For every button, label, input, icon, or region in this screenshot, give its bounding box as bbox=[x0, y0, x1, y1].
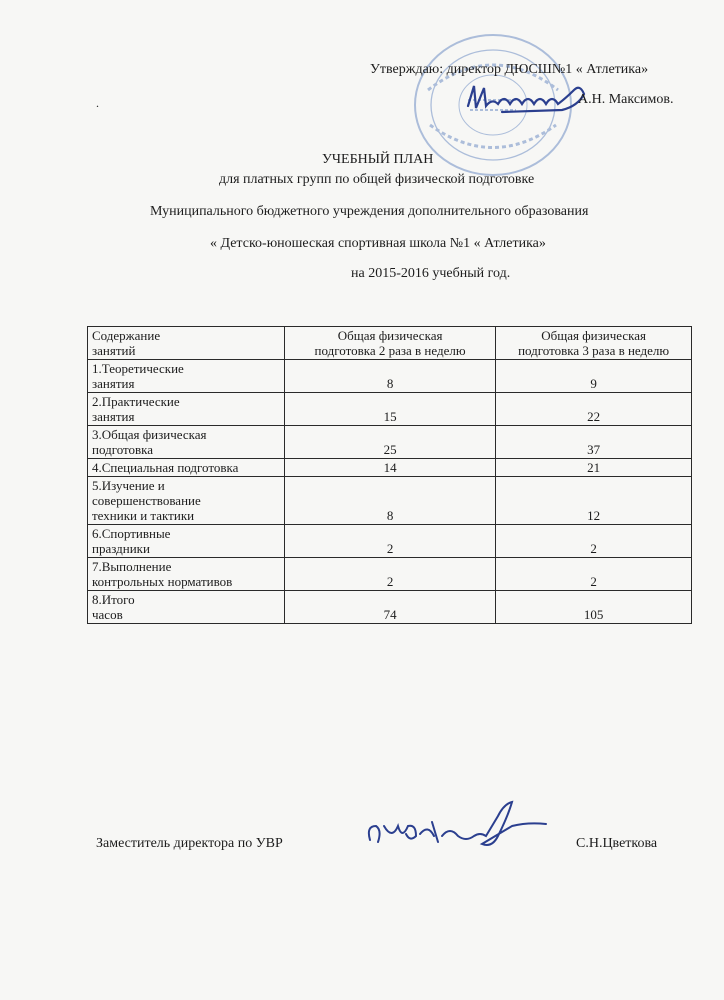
header-cell-3x bbox=[496, 327, 692, 360]
row-value-3x: 21 bbox=[496, 459, 692, 477]
row-value-2x: 74 bbox=[284, 591, 495, 624]
deputy-signature bbox=[362, 796, 552, 852]
table-row bbox=[88, 360, 692, 393]
row-value-2x: 14 bbox=[284, 459, 495, 477]
row-label-text: 5.Изучение и совершенствование техники и тактики bbox=[92, 478, 201, 523]
stray-dot: . bbox=[96, 96, 99, 110]
row-value-2x: 8 bbox=[284, 360, 495, 393]
deputy-name: С.Н.Цветкова bbox=[576, 836, 658, 851]
row-label-text: 6.Спортивные праздники bbox=[92, 526, 171, 556]
row-label bbox=[88, 426, 285, 459]
row-label bbox=[88, 393, 285, 426]
table-row bbox=[88, 591, 692, 624]
row-value-2x: 2 bbox=[284, 558, 495, 591]
row-label-text: 1.Теоретические занятия bbox=[92, 361, 184, 391]
row-value-3x: 9 bbox=[496, 360, 692, 393]
table-row bbox=[88, 525, 692, 558]
row-label-text: 7.Выполнение контрольных нормативов bbox=[92, 559, 233, 589]
table-header-row bbox=[88, 327, 692, 360]
row-label bbox=[88, 459, 285, 477]
plan-subtitle: для платных групп по общей физической подготовке bbox=[219, 172, 535, 187]
academic-year: на 2015-2016 учебный год. bbox=[351, 266, 511, 281]
header-text: Содержание занятий bbox=[92, 328, 161, 358]
header-cell-2x bbox=[284, 327, 495, 360]
row-label bbox=[88, 360, 285, 393]
table-row bbox=[88, 426, 692, 459]
row-value-3x: 2 bbox=[496, 525, 692, 558]
row-value-2x: 15 bbox=[284, 393, 495, 426]
row-label-text: 3.Общая физическая подготовка bbox=[92, 427, 207, 457]
table-row bbox=[88, 393, 692, 426]
row-label bbox=[88, 477, 285, 525]
row-label bbox=[88, 525, 285, 558]
header-text: Общая физическая подготовка 2 раза в неделю bbox=[314, 328, 466, 358]
row-value-2x: 2 bbox=[284, 525, 495, 558]
header-text: Общая физическая подготовка 3 раза в неделю bbox=[518, 328, 670, 358]
row-value-3x: 22 bbox=[496, 393, 692, 426]
curriculum-table bbox=[87, 326, 692, 624]
header-cell-content bbox=[88, 327, 285, 360]
row-value-3x: 37 bbox=[496, 426, 692, 459]
row-label-text: 4.Специальная подготовка bbox=[92, 460, 239, 475]
table-row bbox=[88, 477, 692, 525]
row-value-3x: 12 bbox=[496, 477, 692, 525]
row-label-text: 8.Итого часов bbox=[92, 592, 135, 622]
deputy-title: Заместитель директора по УВР bbox=[96, 836, 283, 851]
row-value-2x: 25 bbox=[284, 426, 495, 459]
plan-title: УЧЕБНЫЙ ПЛАН bbox=[322, 152, 434, 167]
row-label bbox=[88, 591, 285, 624]
director-signature bbox=[462, 76, 592, 120]
institution-line: Муниципального бюджетного учреждения дополнительного образования bbox=[150, 204, 589, 219]
row-value-3x: 2 bbox=[496, 558, 692, 591]
row-label bbox=[88, 558, 285, 591]
row-value-3x: 105 bbox=[496, 591, 692, 624]
table-row bbox=[88, 558, 692, 591]
director-name: А.Н. Максимов. bbox=[578, 92, 674, 107]
table-row bbox=[88, 459, 692, 477]
row-label-text: 2.Практические занятия bbox=[92, 394, 180, 424]
approval-line: Утверждаю: директор ДЮСШ№1 « Атлетика» bbox=[370, 62, 649, 77]
school-name: « Детско-юношеская спортивная школа №1 « Атлетика» bbox=[210, 236, 546, 251]
row-value-2x: 8 bbox=[284, 477, 495, 525]
